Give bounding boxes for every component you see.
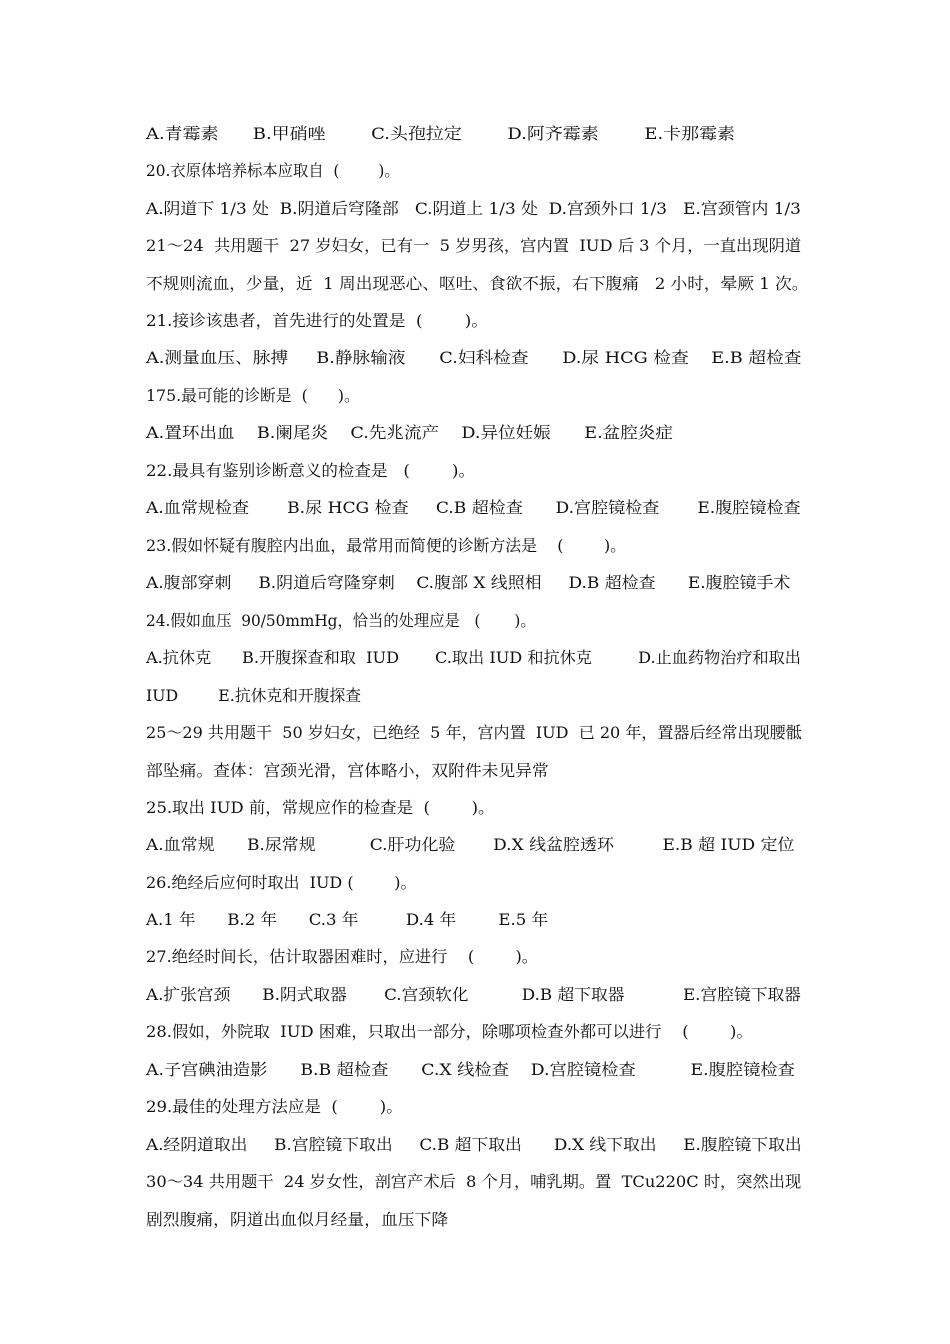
text-line: 25.取出 IUD 前，常规应作的检查是 ( )。 — [146, 798, 495, 817]
text-line: 23.假如怀疑有腹腔内出血，最常用而简便的诊断方法是 ( )。 — [146, 536, 627, 555]
text-line: IUD E.抗休克和开腹探查 — [146, 686, 362, 705]
text-line: 175.最可能的诊断是 ( )。 — [146, 386, 360, 405]
text-line: A.腹部穿刺 B.阴道后穹隆穿刺 C.腹部 X 线照相 D.B 超检查 E.腹腔镜手术 — [146, 573, 791, 592]
text-line: 剧烈腹痛，阴道出血似月经量，血压下降 — [146, 1210, 449, 1229]
text-line: 28.假如，外院取 IUD 困难，只取出一部分，除哪项检查外都可以进行 ( )。 — [146, 1022, 753, 1041]
text-line: A.经阴道取出 B.宫腔镜下取出 C.B 超下取出 D.X 线下取出 E.腹腔镜下取出 — [146, 1135, 802, 1154]
text-line: 部坠痛。查体：宫颈光滑，宫体略小，双附件未见异常 — [146, 761, 549, 780]
text-line: A.青霉素 B.甲硝唑 C.头孢拉定 D.阿齐霉素 E.卡那霉素 — [146, 124, 735, 143]
text-line: 22.最具有鉴别诊断意义的检查是 ( )。 — [146, 461, 476, 480]
text-line: 24.假如血压 90/50mmHg，恰当的处理应是 ( )。 — [146, 611, 536, 630]
text-line: 25～29 共用题干 50 岁妇女，已绝经 5 年，宫内置 IUD 已 20 年，置器后经常出现腰骶 — [146, 723, 802, 742]
text-line: 27.绝经时间长，估计取器困难时，应进行 ( )。 — [146, 947, 538, 966]
text-line: 29.最佳的处理方法应是 ( )。 — [146, 1097, 403, 1116]
text-line: A.阴道下 1/3 处 B.阴道后穹隆部 C.阴道上 1/3 处 D.宫颈外口 1/3 E.宫颈管内 1/3 — [146, 199, 801, 218]
text-line: 30～34 共用题干 24 岁女性，剖宫产术后 8 个月，哺乳期。置 TCu220C 时，突然出现 — [146, 1172, 802, 1191]
text-line: A.扩张宫颈 B.阴式取器 C.宫颈软化 D.B 超下取器 E.宫腔镜下取器 — [146, 985, 801, 1004]
text-line: A.子宫碘油造影 B.B 超检查 C.X 线检查 D.宫腔镜检查 E.腹腔镜检查 — [146, 1060, 795, 1079]
text-line: 不规则流血，少量，近 1 周出现恶心、呕吐、食欲不振，右下腹痛 2 小时，晕厥 1 次。 — [146, 274, 809, 293]
text-line: A.血常规 B.尿常规 C.肝功化验 D.X 线盆腔透环 E.B 超 IUD 定位 — [146, 835, 795, 854]
text-line: 26.绝经后应何时取出 IUD ( )。 — [146, 873, 417, 892]
text-line: 20.衣原体培养标本应取自 ( )。 — [146, 161, 400, 180]
text-line: 21～24 共用题干 27 岁妇女，已有一 5 岁男孩，宫内置 IUD 后 3 个月，一直出现阴道 — [146, 236, 802, 255]
text-line: A.测量血压、脉搏 B.静脉输液 C.妇科检查 D.尿 HCG 检查 E.B 超检查 — [146, 348, 802, 367]
text-line: A.置环出血 B.阑尾炎 C.先兆流产 D.异位妊娠 E.盆腔炎症 — [146, 423, 673, 442]
text-line: A.血常规检查 B.尿 HCG 检查 C.B 超检查 D.宫腔镜检查 E.腹腔镜检查 — [146, 498, 801, 517]
text-line: 21.接诊该患者，首先进行的处置是 ( )。 — [146, 311, 488, 330]
text-line: A.抗休克 B.开腹探查和取 IUD C.取出 IUD 和抗休克 D.止血药物治疗和取出 — [146, 648, 801, 667]
text-line: A.1 年 B.2 年 C.3 年 D.4 年 E.5 年 — [146, 910, 549, 929]
